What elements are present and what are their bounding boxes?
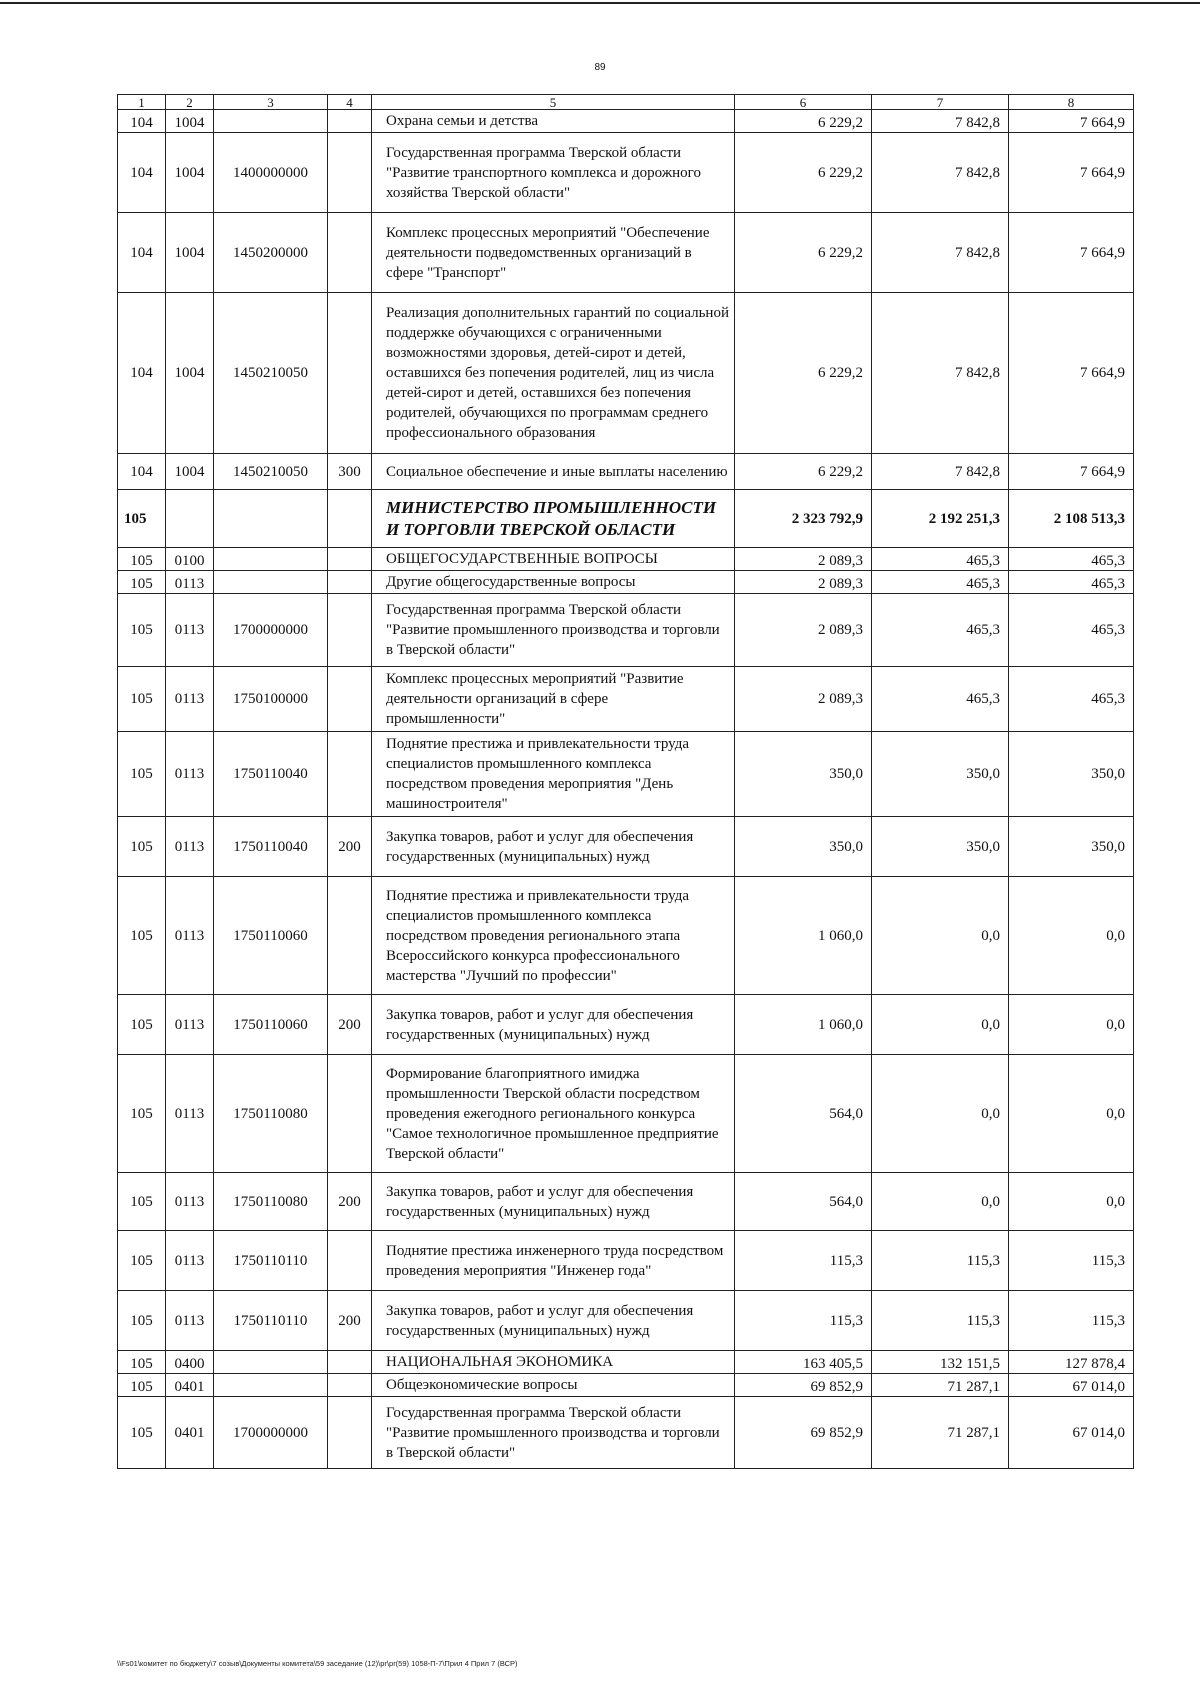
amount-year-3-cell: 127 878,4 <box>1009 1351 1134 1374</box>
amount-year-2-cell: 7 842,8 <box>872 133 1009 213</box>
amount-year-3-cell: 67 014,0 <box>1009 1374 1134 1397</box>
chapter-code-cell: 105 <box>118 1173 166 1231</box>
chapter-code-cell: 105 <box>118 1351 166 1374</box>
table-row <box>118 1374 1134 1397</box>
amount-year-3-cell: 7 664,9 <box>1009 293 1134 454</box>
section-code-cell: 0113 <box>166 817 214 877</box>
expense-type-code-cell <box>328 571 372 594</box>
section-code-cell: 0113 <box>166 995 214 1055</box>
amount-year-3-cell: 2 108 513,3 <box>1009 490 1134 548</box>
amount-year-1-cell: 2 089,3 <box>735 667 872 732</box>
chapter-code-cell: 105 <box>118 667 166 732</box>
chapter-code-cell: 105 <box>118 1397 166 1469</box>
amount-year-1-cell: 6 229,2 <box>735 213 872 293</box>
item-name-cell: Закупка товаров, работ и услуг для обеспечения государственных (муниципальных) нужд <box>372 995 735 1055</box>
amount-year-3-cell: 465,3 <box>1009 571 1134 594</box>
amount-year-1-cell: 350,0 <box>735 732 872 817</box>
expense-type-code-cell <box>328 1231 372 1291</box>
top-border-line <box>0 2 1200 4</box>
amount-year-3-cell: 115,3 <box>1009 1291 1134 1351</box>
amount-year-1-cell: 6 229,2 <box>735 110 872 133</box>
section-code-cell: 0113 <box>166 1291 214 1351</box>
expense-type-code-cell: 300 <box>328 454 372 490</box>
amount-year-2-cell: 7 842,8 <box>872 110 1009 133</box>
section-code-cell: 0113 <box>166 1173 214 1231</box>
target-article-code-cell: 1400000000 <box>214 133 328 213</box>
amount-year-1-cell: 69 852,9 <box>735 1374 872 1397</box>
item-name-cell: НАЦИОНАЛЬНАЯ ЭКОНОМИКА <box>372 1351 735 1374</box>
table-row <box>118 667 1134 732</box>
target-article-code-cell <box>214 1374 328 1397</box>
amount-year-3-cell: 350,0 <box>1009 817 1134 877</box>
chapter-code-cell: 104 <box>118 293 166 454</box>
amount-year-3-cell: 7 664,9 <box>1009 213 1134 293</box>
amount-year-2-cell: 465,3 <box>872 667 1009 732</box>
target-article-code-cell: 1750110080 <box>214 1055 328 1173</box>
item-name-cell: Закупка товаров, работ и услуг для обеспечения государственных (муниципальных) нужд <box>372 1173 735 1231</box>
amount-year-2-cell: 0,0 <box>872 995 1009 1055</box>
section-code-cell: 0113 <box>166 571 214 594</box>
footer-file-path: \\Fs01\комитет по бюджету\7 созыв\Документы комитета\59 заседание (12)\pr\pr(59) 1058-П-7\Прил 4 Прил 7 (ВСР) <box>117 1659 518 1668</box>
item-name-cell: МИНИСТЕРСТВО ПРОМЫШЛЕННОСТИ И ТОРГОВЛИ ТВЕРСКОЙ ОБЛАСТИ <box>372 490 735 548</box>
item-name-cell: Государственная программа Тверской области "Развитие промышленного производства и торговли в Тверской области" <box>372 594 735 667</box>
chapter-code-cell: 105 <box>118 594 166 667</box>
expense-type-code-cell <box>328 667 372 732</box>
amount-year-1-cell: 6 229,2 <box>735 133 872 213</box>
amount-year-3-cell: 350,0 <box>1009 732 1134 817</box>
target-article-code-cell: 1750110110 <box>214 1291 328 1351</box>
header-col-5: 5 <box>372 95 735 110</box>
amount-year-3-cell: 7 664,9 <box>1009 133 1134 213</box>
expense-type-code-cell <box>328 1055 372 1173</box>
table-row <box>118 594 1134 667</box>
section-code-cell: 0113 <box>166 1055 214 1173</box>
expense-type-code-cell <box>328 548 372 571</box>
amount-year-2-cell: 0,0 <box>872 1173 1009 1231</box>
table-row <box>118 110 1134 133</box>
target-article-code-cell <box>214 490 328 548</box>
amount-year-1-cell: 2 089,3 <box>735 571 872 594</box>
amount-year-3-cell: 465,3 <box>1009 667 1134 732</box>
header-col-8: 8 <box>1009 95 1134 110</box>
table-header-row <box>118 95 1134 110</box>
target-article-code-cell: 1700000000 <box>214 1397 328 1469</box>
item-name-cell: Государственная программа Тверской области "Развитие транспортного комплекса и дорожного хозяйства Тверской области" <box>372 133 735 213</box>
section-code-cell: 0113 <box>166 594 214 667</box>
header-col-1: 1 <box>118 95 166 110</box>
header-col-6: 6 <box>735 95 872 110</box>
target-article-code-cell: 1450210050 <box>214 293 328 454</box>
table-row <box>118 877 1134 995</box>
target-article-code-cell: 1750110110 <box>214 1231 328 1291</box>
amount-year-1-cell: 2 323 792,9 <box>735 490 872 548</box>
target-article-code-cell: 1450210050 <box>214 454 328 490</box>
chapter-code-cell: 105 <box>118 571 166 594</box>
item-name-cell: Поднятие престижа инженерного труда посредством проведения мероприятия "Инженер года" <box>372 1231 735 1291</box>
section-code-cell: 1004 <box>166 454 214 490</box>
amount-year-1-cell: 2 089,3 <box>735 548 872 571</box>
section-code-cell: 0113 <box>166 732 214 817</box>
table-row <box>118 1351 1134 1374</box>
target-article-code-cell: 1750110060 <box>214 995 328 1055</box>
amount-year-2-cell: 0,0 <box>872 1055 1009 1173</box>
table-row <box>118 1397 1134 1469</box>
amount-year-1-cell: 69 852,9 <box>735 1397 872 1469</box>
amount-year-1-cell: 2 089,3 <box>735 594 872 667</box>
item-name-cell: Другие общегосударственные вопросы <box>372 571 735 594</box>
header-col-7: 7 <box>872 95 1009 110</box>
table-row <box>118 454 1134 490</box>
amount-year-2-cell: 115,3 <box>872 1231 1009 1291</box>
table-row <box>118 1231 1134 1291</box>
header-col-4: 4 <box>328 95 372 110</box>
target-article-code-cell <box>214 1351 328 1374</box>
amount-year-1-cell: 115,3 <box>735 1291 872 1351</box>
table-row <box>118 548 1134 571</box>
section-code-cell: 1004 <box>166 293 214 454</box>
item-name-cell: Формирование благоприятного имиджа промышленности Тверской области посредством проведения ежегодного регионального конкурса "Самое технологичное промышленное предприятие Тверской области" <box>372 1055 735 1173</box>
amount-year-3-cell: 0,0 <box>1009 877 1134 995</box>
header-col-2: 2 <box>166 95 214 110</box>
target-article-code-cell: 1750110080 <box>214 1173 328 1231</box>
expense-type-code-cell: 200 <box>328 817 372 877</box>
chapter-code-cell: 105 <box>118 1291 166 1351</box>
amount-year-2-cell: 7 842,8 <box>872 454 1009 490</box>
amount-year-1-cell: 6 229,2 <box>735 293 872 454</box>
item-name-cell: Социальное обеспечение и иные выплаты населению <box>372 454 735 490</box>
page-number: 89 <box>594 62 606 73</box>
item-name-cell: Общеэкономические вопросы <box>372 1374 735 1397</box>
amount-year-3-cell: 115,3 <box>1009 1231 1134 1291</box>
amount-year-1-cell: 6 229,2 <box>735 454 872 490</box>
expense-type-code-cell <box>328 1397 372 1469</box>
amount-year-1-cell: 564,0 <box>735 1055 872 1173</box>
target-article-code-cell: 1450200000 <box>214 213 328 293</box>
amount-year-1-cell: 163 405,5 <box>735 1351 872 1374</box>
target-article-code-cell: 1750110040 <box>214 817 328 877</box>
amount-year-1-cell: 1 060,0 <box>735 877 872 995</box>
item-name-cell: Государственная программа Тверской области "Развитие промышленного производства и торговли в Тверской области" <box>372 1397 735 1469</box>
item-name-cell: Закупка товаров, работ и услуг для обеспечения государственных (муниципальных) нужд <box>372 817 735 877</box>
chapter-code-cell: 105 <box>118 817 166 877</box>
amount-year-2-cell: 132 151,5 <box>872 1351 1009 1374</box>
amount-year-3-cell: 0,0 <box>1009 1055 1134 1173</box>
amount-year-1-cell: 564,0 <box>735 1173 872 1231</box>
section-code-cell: 1004 <box>166 213 214 293</box>
item-name-cell: ОБЩЕГОСУДАРСТВЕННЫЕ ВОПРОСЫ <box>372 548 735 571</box>
amount-year-2-cell: 71 287,1 <box>872 1397 1009 1469</box>
expense-type-code-cell: 200 <box>328 1173 372 1231</box>
amount-year-2-cell: 465,3 <box>872 594 1009 667</box>
section-code-cell: 0401 <box>166 1397 214 1469</box>
expense-type-code-cell <box>328 110 372 133</box>
budget-table <box>117 94 1134 1469</box>
chapter-code-cell: 105 <box>118 732 166 817</box>
item-name-cell: Поднятие престижа и привлекательности труда специалистов промышленного комплекса посредством проведения регионального этапа Всероссийского конкурса профессионального мастерства "Лучший по профессии" <box>372 877 735 995</box>
expense-type-code-cell <box>328 213 372 293</box>
target-article-code-cell: 1700000000 <box>214 594 328 667</box>
expense-type-code-cell <box>328 490 372 548</box>
item-name-cell: Поднятие престижа и привлекательности труда специалистов промышленного комплекса посредством проведения мероприятия "День машиностроителя" <box>372 732 735 817</box>
item-name-cell: Комплекс процессных мероприятий "Обеспечение деятельности подведомственных организаций в сфере "Транспорт" <box>372 213 735 293</box>
amount-year-3-cell: 0,0 <box>1009 1173 1134 1231</box>
table-row <box>118 293 1134 454</box>
header-col-3: 3 <box>214 95 328 110</box>
target-article-code-cell: 1750110060 <box>214 877 328 995</box>
target-article-code-cell <box>214 571 328 594</box>
section-code-cell: 0401 <box>166 1374 214 1397</box>
amount-year-1-cell: 1 060,0 <box>735 995 872 1055</box>
table-row <box>118 817 1134 877</box>
amount-year-3-cell: 7 664,9 <box>1009 110 1134 133</box>
chapter-code-cell: 104 <box>118 213 166 293</box>
table-row <box>118 1291 1134 1351</box>
target-article-code-cell <box>214 110 328 133</box>
chapter-code-cell: 105 <box>118 1374 166 1397</box>
expense-type-code-cell <box>328 293 372 454</box>
section-code-cell: 0100 <box>166 548 214 571</box>
chapter-code-cell: 105 <box>118 877 166 995</box>
chapter-code-cell: 105 <box>118 548 166 571</box>
section-code-cell: 0113 <box>166 1231 214 1291</box>
expense-type-code-cell <box>328 877 372 995</box>
amount-year-2-cell: 465,3 <box>872 548 1009 571</box>
chapter-code-cell: 105 <box>118 1055 166 1173</box>
table-row <box>118 732 1134 817</box>
table-row <box>118 133 1134 213</box>
expense-type-code-cell <box>328 594 372 667</box>
target-article-code-cell: 1750110040 <box>214 732 328 817</box>
section-code-cell: 0400 <box>166 1351 214 1374</box>
expense-type-code-cell: 200 <box>328 1291 372 1351</box>
amount-year-2-cell: 71 287,1 <box>872 1374 1009 1397</box>
amount-year-3-cell: 465,3 <box>1009 594 1134 667</box>
table-row <box>118 213 1134 293</box>
amount-year-3-cell: 0,0 <box>1009 995 1134 1055</box>
target-article-code-cell: 1750100000 <box>214 667 328 732</box>
table-row <box>118 1173 1134 1231</box>
amount-year-2-cell: 7 842,8 <box>872 293 1009 454</box>
chapter-code-cell: 104 <box>118 454 166 490</box>
item-name-cell: Охрана семьи и детства <box>372 110 735 133</box>
table-row <box>118 1055 1134 1173</box>
ministry-row <box>118 490 1134 548</box>
section-code-cell <box>166 490 214 548</box>
amount-year-1-cell: 115,3 <box>735 1231 872 1291</box>
amount-year-2-cell: 0,0 <box>872 877 1009 995</box>
expense-type-code-cell <box>328 133 372 213</box>
amount-year-1-cell: 350,0 <box>735 817 872 877</box>
item-name-cell: Реализация дополнительных гарантий по социальной поддержке обучающихся с ограниченными возможностями здоровья, детей-сирот и детей, оставшихся без попечения родителей, лиц из числа детей-сирот и детей, оставшихся без попечения родителей, обучающихся по программам среднего профессионального образования <box>372 293 735 454</box>
item-name-cell: Комплекс процессных мероприятий "Развитие деятельности организаций в сфере промышленности" <box>372 667 735 732</box>
amount-year-2-cell: 2 192 251,3 <box>872 490 1009 548</box>
expense-type-code-cell <box>328 1351 372 1374</box>
amount-year-2-cell: 7 842,8 <box>872 213 1009 293</box>
expense-type-code-cell: 200 <box>328 995 372 1055</box>
item-name-cell: Закупка товаров, работ и услуг для обеспечения государственных (муниципальных) нужд <box>372 1291 735 1351</box>
chapter-code-cell: 104 <box>118 133 166 213</box>
amount-year-2-cell: 350,0 <box>872 732 1009 817</box>
table-row <box>118 995 1134 1055</box>
expense-type-code-cell <box>328 1374 372 1397</box>
amount-year-3-cell: 67 014,0 <box>1009 1397 1134 1469</box>
chapter-code-cell: 105 <box>118 995 166 1055</box>
section-code-cell: 1004 <box>166 110 214 133</box>
section-code-cell: 1004 <box>166 133 214 213</box>
chapter-code-cell: 105 <box>118 1231 166 1291</box>
amount-year-2-cell: 115,3 <box>872 1291 1009 1351</box>
section-code-cell: 0113 <box>166 667 214 732</box>
section-code-cell: 0113 <box>166 877 214 995</box>
target-article-code-cell <box>214 548 328 571</box>
expense-type-code-cell <box>328 732 372 817</box>
chapter-code-cell: 105 <box>118 490 166 548</box>
table-row <box>118 571 1134 594</box>
chapter-code-cell: 104 <box>118 110 166 133</box>
table-body <box>118 95 1134 1469</box>
amount-year-3-cell: 465,3 <box>1009 548 1134 571</box>
amount-year-3-cell: 7 664,9 <box>1009 454 1134 490</box>
amount-year-2-cell: 465,3 <box>872 571 1009 594</box>
amount-year-2-cell: 350,0 <box>872 817 1009 877</box>
